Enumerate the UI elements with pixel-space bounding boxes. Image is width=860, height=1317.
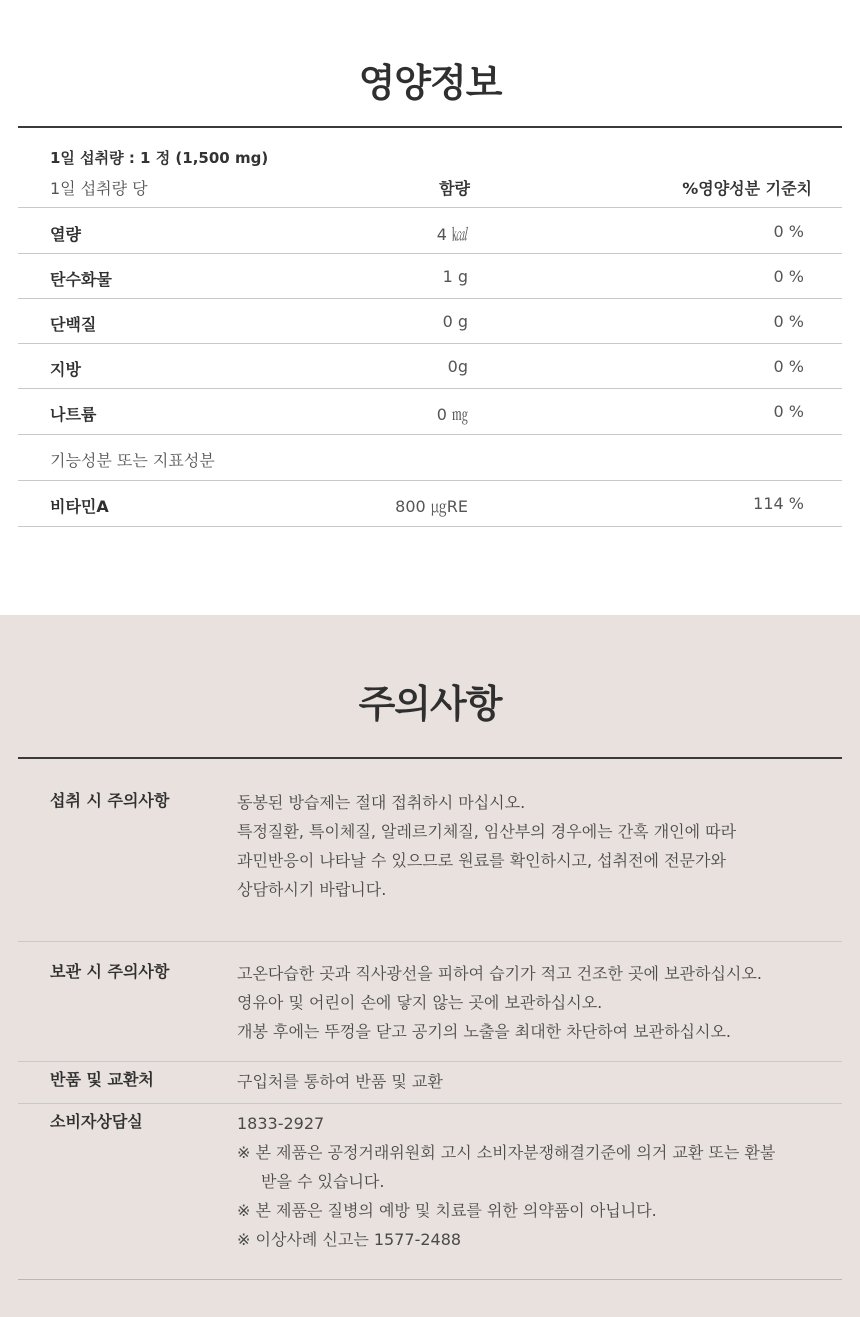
nutrition-section — [0, 0, 860, 615]
nutrient-row — [0, 209, 860, 254]
caution-line: 개봉 후에는 뚜껑을 닫고 공기의 노출을 최대한 차단하여 보관하십시오. — [237, 1022, 731, 1041]
nutrition-top-rule — [18, 126, 842, 128]
nutrient-amount: 0g — [447, 357, 468, 376]
functional-amount: 800 ㎍RE — [395, 497, 468, 516]
caution-line: 과민반응이 나타날 수 있으므로 원료를 확인하시고, 섭취전에 전문가와 — [237, 851, 726, 870]
caution-text — [237, 1109, 827, 1254]
caution-section — [0, 615, 860, 1317]
nutrient-row — [0, 344, 860, 389]
nutrient-row — [0, 389, 860, 434]
caution-line: 구입처를 통하여 반품 및 교환 — [237, 1072, 443, 1091]
caution-label: 섭취 시 주의사항 — [50, 791, 170, 810]
caution-line: 동봉된 방습제는 절대 접취하시 마십시오. — [237, 793, 526, 812]
nutrition-title: 영양정보 — [358, 61, 502, 105]
nutrient-daily-value: 0 % — [773, 222, 804, 241]
caution-line: ※ 이상사례 신고는 1577-2488 — [237, 1230, 462, 1249]
nutrient-row — [0, 299, 860, 344]
caution-line: 영유아 및 어린이 손에 닿지 않는 곳에 보관하십시오. — [237, 993, 603, 1012]
header-per-serving: 1일 섭취량 당 — [50, 179, 148, 198]
row-divider — [18, 526, 842, 527]
caution-label: 반품 및 교환처 — [50, 1070, 154, 1089]
caution-bottom-rule — [18, 1279, 842, 1280]
caution-text — [237, 959, 827, 1046]
caution-line: 특정질환, 특이체질, 알레르기체질, 임산부의 경우에는 간혹 개인에 따라 — [237, 822, 737, 841]
nutrient-daily-value: 0 % — [773, 312, 804, 331]
nutrient-name: 탄수화물 — [50, 270, 112, 289]
caution-text — [237, 788, 827, 904]
caution-line: 상담하시기 바랍니다. — [237, 880, 387, 899]
serving-size: 1일 섭취량 : 1 정 (1,500 mg) — [50, 149, 269, 167]
caution-title: 주의사항 — [358, 682, 502, 726]
caution-line: ※ 본 제품은 공정거래위원회 고시 소비자분쟁해결기준에 의거 교환 또는 환불 — [237, 1143, 776, 1162]
caution-divider — [18, 941, 842, 942]
nutrient-row — [0, 254, 860, 299]
caution-divider — [18, 1103, 842, 1104]
caution-top-rule — [18, 757, 842, 759]
caution-line: ※ 본 제품은 질병의 예방 및 치료를 위한 의약품이 아닙니다. — [237, 1201, 657, 1220]
caution-line: 받을 수 있습니다. — [261, 1172, 385, 1191]
nutrient-name: 지방 — [50, 360, 81, 379]
nutrient-name: 나트륨 — [50, 405, 97, 424]
functional-name: 비타민A — [50, 497, 109, 516]
header-daily-value: %영양성분 기준치 — [682, 179, 812, 198]
caution-line: 고온다습한 곳과 직사광선을 피하여 습기가 적고 건조한 곳에 보관하십시오. — [237, 964, 762, 983]
caution-label: 보관 시 주의사항 — [50, 962, 170, 981]
nutrient-name: 열량 — [50, 225, 81, 244]
nutrition-header-row — [0, 176, 860, 200]
functional-daily-value: 114 % — [753, 494, 804, 513]
header-divider — [18, 207, 842, 208]
caution-text — [237, 1067, 827, 1096]
functional-label: 기능성분 또는 지표성분 — [50, 451, 215, 470]
header-amount: 함량 — [439, 179, 470, 198]
nutrient-amount: 0 ㎎ — [436, 405, 468, 424]
nutrient-daily-value: 0 % — [773, 402, 804, 421]
caution-line: 1833-2927 — [237, 1114, 325, 1133]
functional-row — [0, 481, 860, 526]
nutrient-daily-value: 0 % — [773, 267, 804, 286]
caution-divider — [18, 1061, 842, 1062]
functional-label-row — [0, 435, 860, 480]
nutrient-name: 단백질 — [50, 315, 97, 334]
nutrient-amount: 4 ㎉ — [436, 225, 468, 244]
nutrient-amount: 0 g — [442, 312, 468, 331]
caution-label: 소비자상담실 — [50, 1112, 143, 1131]
nutrient-amount: 1 g — [442, 267, 468, 286]
nutrient-daily-value: 0 % — [773, 357, 804, 376]
